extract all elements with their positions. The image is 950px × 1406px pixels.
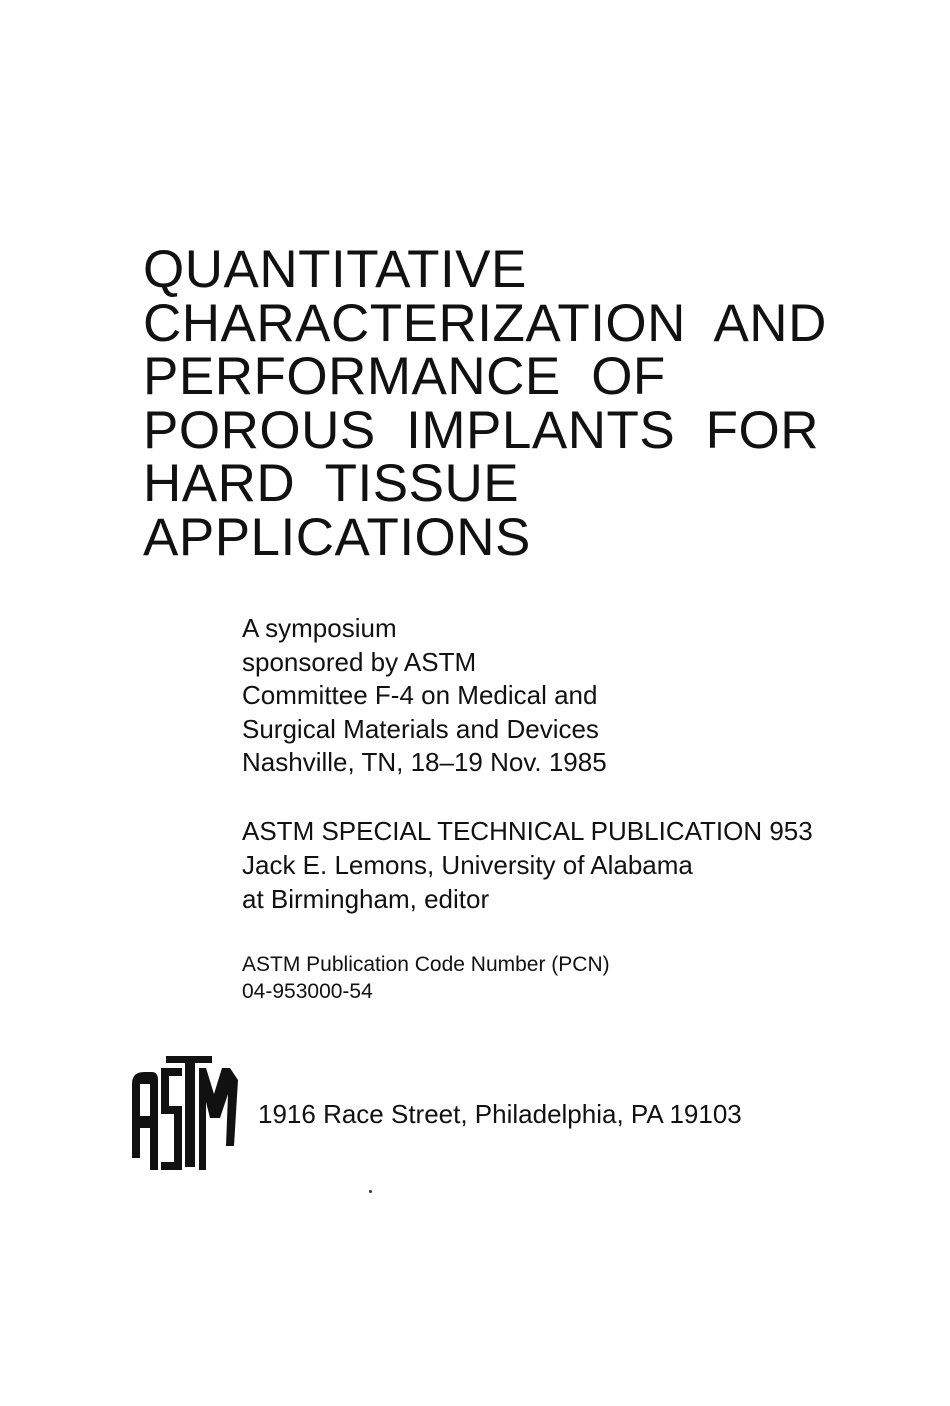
publication-line: ASTM SPECIAL TECHNICAL PUBLICATION 953 (242, 816, 813, 846)
title-line: QUANTITATIVE (143, 240, 527, 299)
symposium-line: A symposium (242, 613, 397, 643)
title-line: CHARACTERIZATION AND (143, 293, 827, 353)
publication-info (242, 814, 902, 916)
symposium-info (242, 612, 902, 780)
title-line: PERFORMANCE OF (143, 347, 666, 406)
astm-logo-icon (128, 1054, 240, 1174)
title-line: HARD TISSUE (143, 454, 520, 513)
pcn-label: ASTM Publication Code Number (PCN) (242, 953, 610, 976)
publication-line: at Birmingham, editor (242, 884, 490, 914)
print-speck (369, 1190, 372, 1193)
symposium-line: Surgical Materials and Devices (242, 713, 599, 744)
symposium-line: sponsored by ASTM (242, 646, 477, 677)
pcn-number: 04-953000-54 (242, 980, 373, 1003)
title-line: APPLICATIONS (143, 507, 531, 567)
book-title (143, 240, 903, 567)
symposium-line: Nashville, TN, 18–19 Nov. 1985 (242, 747, 607, 777)
symposium-line: Committee F-4 on Medical and (242, 680, 598, 710)
publisher-address: 1916 Race Street, Philadelphia, PA 19103 (258, 1099, 742, 1129)
title-line: POROUS IMPLANTS FOR (143, 400, 820, 460)
publication-line: Jack E. Lemons, University of Alabama (242, 850, 693, 880)
publication-code (242, 951, 902, 1005)
